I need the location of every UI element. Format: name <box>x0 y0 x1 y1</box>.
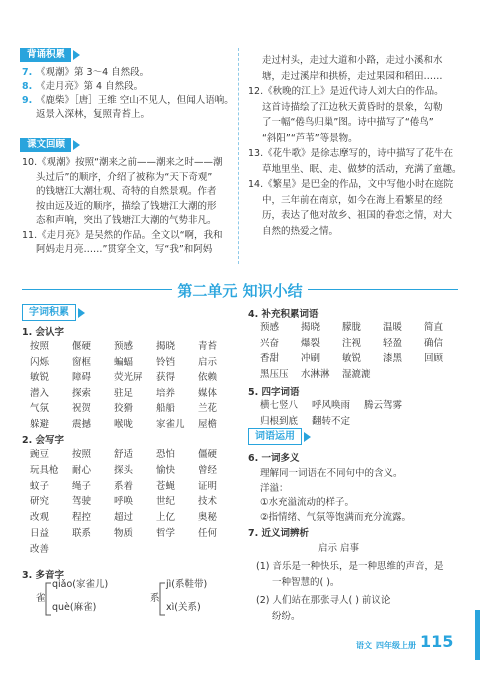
vocab-word: 绳子 <box>72 480 92 492</box>
subheading-polyphone: 3. 多音字 <box>22 570 65 581</box>
vocab-word: 兴奋 <box>260 337 280 349</box>
polyphone-char-que: 雀 <box>36 593 46 604</box>
item-text: 《鹿柴》［唐］王维 空山不见人，但闻人语响。 <box>36 95 234 106</box>
summary-line: 自然的热爱之情。 <box>262 225 339 237</box>
vocab-word: 朦胧 <box>342 322 362 333</box>
vocab-word: 湿漉漉 <box>342 368 371 380</box>
subheading-supplement: 4. 补充积累词语 <box>248 309 319 320</box>
vocab-word: 漆黑 <box>383 353 403 364</box>
vocab-word: 家雀儿 <box>156 418 185 430</box>
vocab-word: 愉快 <box>156 464 176 476</box>
vocab-word: 震撼 <box>72 418 92 430</box>
summary-line: 14.《繁星》是巴金的作品，文中写他小时在庭院 <box>248 179 454 190</box>
vocab-word: 曾经 <box>198 464 218 476</box>
vocab-word: 启示 <box>198 356 218 368</box>
footer-grade: 四年级上册 <box>376 641 416 650</box>
vocab-word: 敏锐 <box>342 353 362 364</box>
vocab-word: 探头 <box>114 464 134 476</box>
section-tag-usage: 词语运用 <box>248 428 302 445</box>
column-divider <box>238 48 239 264</box>
subheading-polysemy: 6. 一词多义 <box>248 453 300 464</box>
vocab-word: 呼唤 <box>114 496 134 508</box>
vocab-word: 僵硬 <box>198 449 218 460</box>
vocab-word: 喉咙 <box>114 418 134 430</box>
vocab-word: 黑压压 <box>260 368 289 380</box>
vocab-word: 证明 <box>198 480 218 492</box>
explanation-line: ②指情绪、气氛等饱满而充分流露。 <box>260 511 412 523</box>
summary-line: 12.《秋晚的江上》是近代诗人刘大白的作品。 <box>248 86 444 97</box>
vocab-word: 铃铛 <box>156 356 176 368</box>
vocab-word: 闪烁 <box>30 356 50 368</box>
summary-line: 态和声响，突出了钱塘江大潮的气势非凡。 <box>36 215 217 226</box>
summary-line: 历，表达了他对故乡、祖国的眷恋之情，对大 <box>262 210 453 221</box>
summary-line: “斜阳”“芦苇”等景物。 <box>262 132 358 144</box>
item-text: 《走月亮》第 4 自然段。 <box>36 81 144 92</box>
vocab-word: 研究 <box>30 496 50 508</box>
synonym-pair: 启示 启事 <box>318 543 360 554</box>
explanation-line: 理解同一词语在不同句中的含义。 <box>260 468 403 479</box>
item-text: 《观潮》第 3～4 自然段。 <box>36 67 150 78</box>
vocab-word: 狡猾 <box>114 403 134 414</box>
exercise-line: 纷纷。 <box>272 611 301 622</box>
footer-subject: 语文 <box>356 641 372 650</box>
summary-line: 阿妈走月亮……”贯穿全文，写“我”和阿妈 <box>36 244 213 255</box>
summary-line: 走过村头，走过大道和小路，走过小溪和水 <box>262 55 443 66</box>
summary-line: 的钱塘江大潮壮观、奇特的自然景观。作者 <box>36 186 217 197</box>
vocab-word: 玩具枪 <box>30 464 59 476</box>
vocab-word: 躲避 <box>30 418 50 430</box>
item-number: 7. <box>22 67 33 78</box>
vocab-word: 按照 <box>72 449 92 460</box>
polyphone-reading: qiǎo(家雀儿) <box>52 579 109 590</box>
page-title: 第二单元 知识小结 <box>0 280 480 301</box>
exercise-line: (1) 音乐是一种快乐，是一种思维的声音，是 <box>256 561 444 572</box>
vocab-word: 技术 <box>198 496 218 508</box>
vocab-word: 联系 <box>72 528 92 539</box>
brace-icon <box>44 581 52 617</box>
summary-line: 按由远及近的顺序，描绘了钱塘江大潮的形 <box>36 200 217 212</box>
vocab-word: 培养 <box>156 387 176 399</box>
vocab-word: 探索 <box>72 387 92 399</box>
vocab-word: 耐心 <box>72 464 92 476</box>
item-number: 9. <box>22 95 33 106</box>
subheading-four-char: 5. 四字词语 <box>248 387 300 398</box>
vocab-word: 潜入 <box>30 387 50 399</box>
vocab-word: 蝙蝠 <box>114 356 134 368</box>
section-tag-vocab: 字词积累 <box>22 304 76 321</box>
vocab-word: 预感 <box>260 322 280 333</box>
vocab-word: 舒适 <box>114 449 134 460</box>
vocab-word: 水淋淋 <box>301 368 330 380</box>
vocab-word: 青苔 <box>198 341 218 352</box>
vocab-word: 媒体 <box>198 387 218 399</box>
subheading-synonyms: 7. 近义词辨析 <box>248 528 310 539</box>
polyphone-char-xi: 系 <box>150 593 160 604</box>
vocab-word: 改观 <box>30 512 50 524</box>
vocab-word: 日益 <box>30 528 50 539</box>
explanation-line: ①水充溢流动的样子。 <box>260 497 355 508</box>
vocab-word: 揭晓 <box>156 341 176 352</box>
vocab-word: 依赖 <box>198 372 218 383</box>
vocab-word: 香甜 <box>260 353 280 364</box>
vocab-word: 系着 <box>114 480 134 492</box>
subheading-recognize: 1. 会认字 <box>22 327 65 338</box>
vocab-word: 回顾 <box>424 353 444 364</box>
explanation-line: 洋溢： <box>260 482 289 494</box>
vocab-word: 气氛 <box>30 403 50 414</box>
vocab-word: 兰花 <box>198 403 218 414</box>
vocab-word: 船船 <box>156 403 176 414</box>
vocab-word: 注视 <box>342 337 362 349</box>
idiom-word: 翻转不定 <box>312 415 351 427</box>
section-tag-recite: 背诵积累 <box>20 48 71 62</box>
vocab-word: 上亿 <box>156 512 176 524</box>
vocab-word: 奥秘 <box>198 512 218 524</box>
vocab-word: 物质 <box>114 528 134 539</box>
summary-line: 塘，走过溪岸和拱桥，走过果园和稻田…… <box>262 70 443 82</box>
vocab-word: 获得 <box>156 372 176 383</box>
vocab-word: 轻盈 <box>383 337 403 349</box>
vocab-word: 世纪 <box>156 496 176 508</box>
vocab-word: 窗框 <box>72 356 92 368</box>
vocab-word: 偃硬 <box>72 341 92 352</box>
vocab-word: 超过 <box>114 512 134 524</box>
vocab-word: 荧光屏 <box>114 372 143 383</box>
brace-icon <box>158 581 166 617</box>
vocab-word: 驾驶 <box>72 496 92 508</box>
vocab-word: 哲学 <box>156 528 176 539</box>
vocab-word: 简直 <box>424 322 444 333</box>
summary-line: 10.《观潮》按照“潮来之前——潮来之时——潮 <box>22 157 223 168</box>
summary-line: 草地里坐、眠、走、做梦的活动，充满了童趣。 <box>262 163 462 175</box>
vocab-word: 屋檐 <box>198 418 218 430</box>
vocab-word: 恐怕 <box>156 449 176 460</box>
vocab-word: 揭晓 <box>301 322 321 333</box>
summary-line: 中，三年前在南京，如今在海上看繁星的经 <box>262 194 443 206</box>
summary-line: 13.《花牛歌》是徐志摩写的，诗中描写了花牛在 <box>248 148 454 159</box>
vocab-word: 驻足 <box>114 387 134 399</box>
exercise-line: 一种智慧的( )。 <box>272 577 340 588</box>
item-number: 8. <box>22 81 33 92</box>
vocab-word: 改善 <box>30 543 50 555</box>
vocab-word: 豌豆 <box>30 449 50 460</box>
idiom-word: 归根到底 <box>260 415 299 427</box>
vocab-word: 冲刷 <box>301 353 321 364</box>
section-tag-review: 课文回顾 <box>20 138 71 152</box>
item-text: 返景入深林，复照青苔上。 <box>36 109 151 120</box>
idiom-word: 呼风唤雨 <box>312 400 351 411</box>
vocab-word: 蚊子 <box>30 480 50 492</box>
idiom-word: 腾云驾雾 <box>364 400 403 411</box>
vocab-word: 爆裂 <box>301 337 321 349</box>
vocab-word: 确信 <box>424 337 444 349</box>
summary-line: 头过后”的顺序，介绍了被称为“天下奇观” <box>36 171 213 183</box>
vocab-word: 按照 <box>30 341 50 352</box>
vocab-word: 障碍 <box>72 372 92 383</box>
polyphone-reading: jì(系鞋带) <box>166 579 208 590</box>
page-edge-bar <box>475 610 480 660</box>
exercise-line: (2) 人们站在那张寻人( ) 前议论 <box>256 595 391 606</box>
page-number: 115 <box>420 632 454 651</box>
vocab-word: 程控 <box>72 512 92 524</box>
vocab-word: 温暖 <box>383 322 403 333</box>
summary-line: 11.《走月亮》是吴然的作品。全文以“啊，我和 <box>22 229 223 241</box>
subheading-write: 2. 会写字 <box>22 435 65 446</box>
idiom-word: 横七竖八 <box>260 400 299 411</box>
vocab-word: 任何 <box>198 528 218 539</box>
polyphone-reading: xì(关系) <box>166 602 201 613</box>
polyphone-reading: què(麻雀) <box>52 602 97 613</box>
vocab-word: 苍蝇 <box>156 480 176 492</box>
vocab-word: 敏锐 <box>30 372 50 383</box>
vocab-word: 预感 <box>114 341 134 352</box>
vocab-word: 祝贺 <box>72 403 92 414</box>
summary-line: 这首诗描绘了江边秋天黄昏时的景象，勾勒 <box>262 101 443 113</box>
summary-line: 了一幅“倦鸟归巢”图。诗中描写了“倦鸟” <box>262 117 434 128</box>
